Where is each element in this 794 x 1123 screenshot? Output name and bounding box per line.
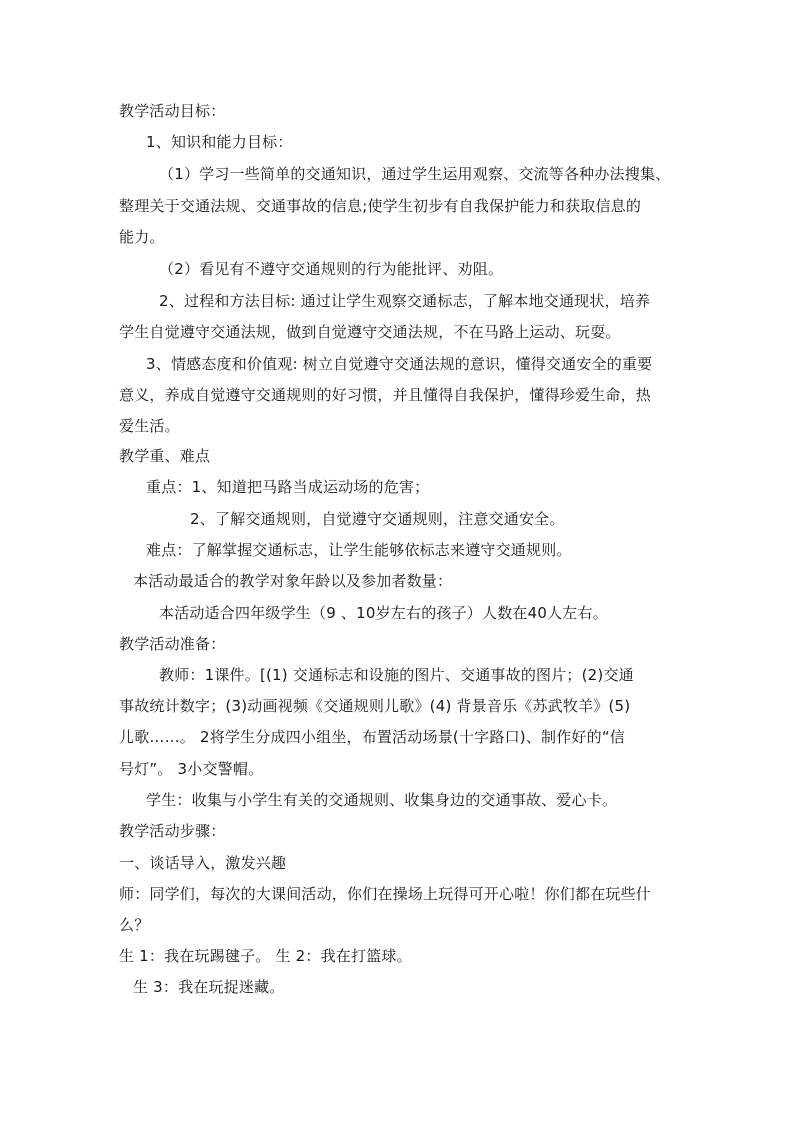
- paragraph-line: （2）看见有不遵守交通规则的行为能批评、劝阻。: [159, 260, 504, 278]
- goal-process-method: 2、过程和方法目标: 通过让学生观察交通标志，了解本地交通现状，培养: [159, 292, 651, 310]
- teacher-dialogue: 师：同学们，每次的大课间活动，你们在操场上玩得可开心啦！你们都在玩些什: [119, 885, 652, 903]
- paragraph-line: 爱生活。: [119, 417, 180, 435]
- heading-key-difficult-points: 教学重、难点: [119, 447, 211, 465]
- target-audience-heading: 本活动最适合的教学对象年龄以及参加者数量：: [133, 572, 453, 590]
- student-preparation: 学生：收集与小学生有关的交通规则、收集身边的交通事故、爱心卡。: [146, 791, 618, 809]
- heading-preparation: 教学活动准备：: [119, 635, 226, 653]
- paragraph-line: （1）学习一些简单的交通知识，通过学生运用观察、交流等各种办法搜集、: [159, 165, 671, 183]
- paragraph-line: 号灯”。 3小交警帽。: [119, 760, 264, 778]
- paragraph-line: 整理关于交通法规、交通事故的信息;使学生初步有自我保护能力和获取信息的: [119, 197, 642, 215]
- paragraph-line: 儿歌……。 2将学生分成四小组坐，布置活动场景(十字路口)、制作好的“信: [119, 728, 625, 746]
- student-dialogue: 生 1：我在玩踢毽子。 生 2：我在打篮球。: [119, 947, 412, 965]
- heading-activity-goals: 教学活动目标：: [119, 102, 226, 120]
- paragraph-line: 事故统计数字；(3)动画视频《交通规则儿歌》(4) 背景音乐《苏武牧羊》(5): [119, 697, 631, 715]
- paragraph-line: 意义，养成自觉遵守交通规则的好习惯，并且懂得自我保护，懂得珍爱生命，热: [119, 386, 652, 404]
- step-1-heading: 一、谈话导入，激发兴趣: [119, 854, 287, 872]
- key-point-1: 重点：1、知道把马路当成运动场的危害；: [146, 478, 430, 496]
- teacher-preparation: 教师：1课件。[(1) 交通标志和设施的图片、交通事故的图片；(2)交通: [159, 666, 634, 684]
- difficult-point: 难点：了解掌握交通标志，让学生能够依标志来遵守交通规则。: [146, 541, 572, 559]
- goal-emotion-values: 3、情感态度和价值观: 树立自觉遵守交通法规的意识，懂得交通安全的重要: [146, 355, 653, 373]
- student-dialogue: 生 3：我在玩捉迷藏。: [133, 978, 285, 996]
- paragraph-line: 么？: [119, 916, 150, 934]
- key-point-2: 2、了解交通规则，自觉遵守交通规则，注意交通安全。: [190, 510, 565, 528]
- goal-knowledge-ability: 1、知识和能力目标：: [146, 133, 293, 151]
- heading-activity-steps: 教学活动步骤：: [119, 822, 226, 840]
- target-audience-text: 本活动适合四年级学生（9 、10岁左右的孩子）人数在40人左右。: [159, 604, 608, 622]
- paragraph-line: 能力。: [119, 228, 165, 246]
- paragraph-line: 学生自觉遵守交通法规，做到自觉遵守交通法规，不在马路上运动、玩耍。: [119, 323, 621, 341]
